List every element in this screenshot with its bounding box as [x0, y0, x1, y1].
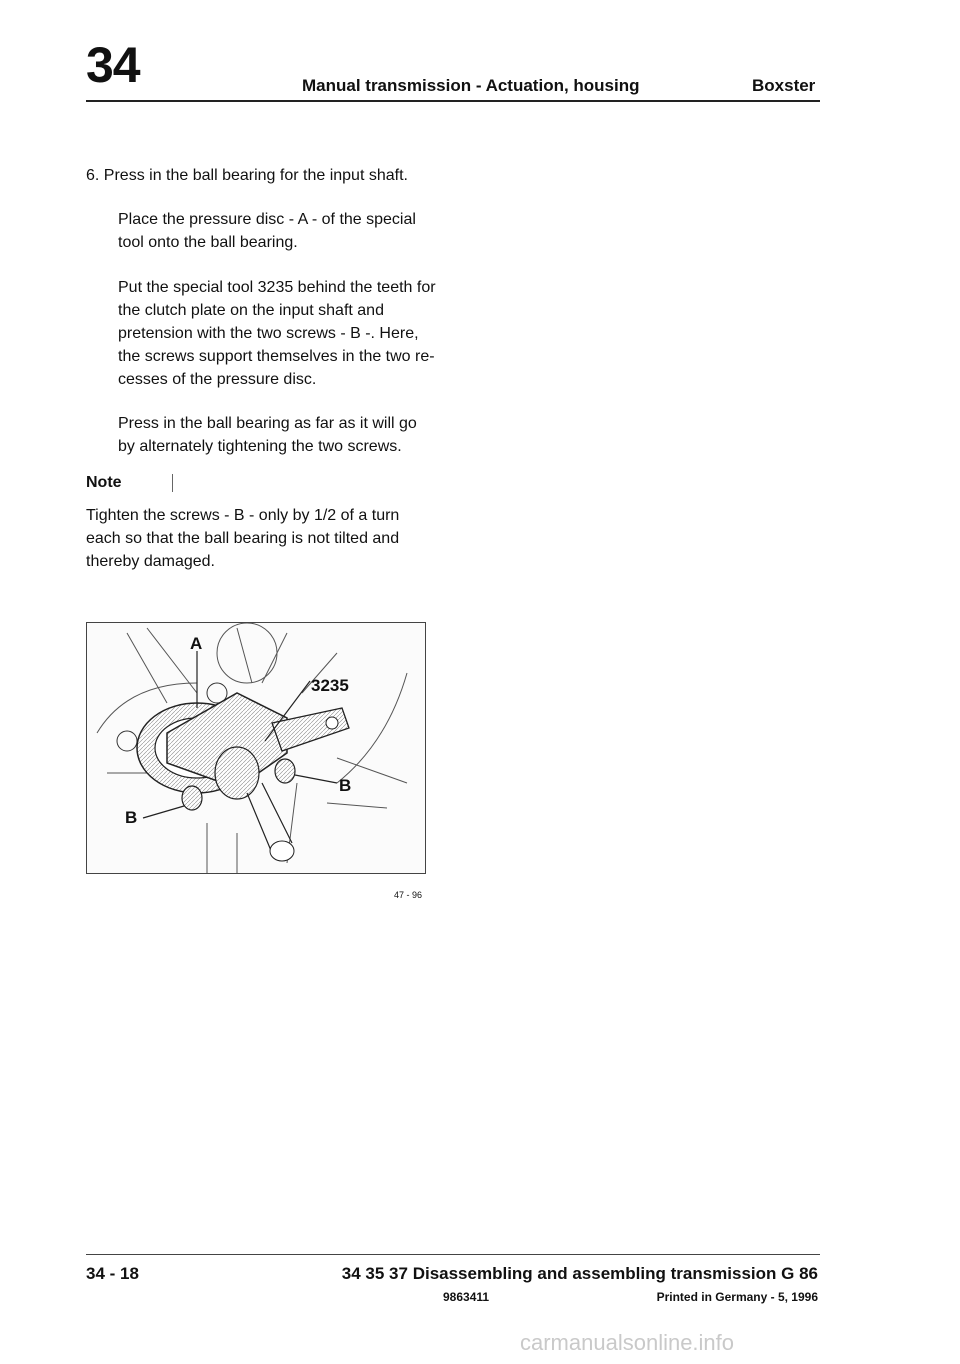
instruction-paragraph: Put the special tool 3235 behind the teeth for the clutch plate on the input shaft and pretension with the two screws - B -. Here, the screws support themselves in the two re- cesses of the pressure disc. — [118, 279, 436, 388]
part-number: 9863411 — [443, 1290, 490, 1304]
page-header-model: Boxster — [752, 76, 816, 95]
label-a: A — [190, 634, 203, 653]
instruction-paragraph: Press in the ball bearing as far as it will go by alternately tightening the two screws. — [118, 415, 417, 455]
figure-number: 47 - 96 — [394, 890, 423, 900]
page-number: 34 - 18 — [86, 1264, 139, 1283]
footer-divider — [86, 1254, 820, 1255]
instruction-paragraph: Place the pressure disc - A - of the special tool onto the ball bearing. — [118, 211, 416, 251]
note-divider — [172, 474, 173, 492]
footer-section-title: 34 35 37 Disassembling and assembling transmission G 86 — [341, 1264, 818, 1283]
note-text: Tighten the screws - B - only by 1/2 of a turn each so that the ball bearing is not tilted and thereby damaged. — [86, 507, 400, 570]
header-divider — [86, 100, 820, 102]
watermark: carmanualsonline.info — [520, 1330, 735, 1355]
label-tool-3235: 3235 — [311, 676, 349, 695]
chapter-number: 34 — [86, 37, 140, 93]
step-6-heading: 6. Press in the ball bearing for the input shaft. — [86, 167, 408, 184]
technical-illustration — [86, 622, 426, 874]
bearing-press-drawing — [87, 623, 426, 874]
page-header-title: Manual transmission - Actuation, housing — [302, 76, 640, 95]
label-b-left: B — [125, 808, 138, 827]
label-b-right: B — [339, 776, 352, 795]
note-label: Note — [86, 474, 122, 491]
print-info: Printed in Germany - 5, 1996 — [656, 1290, 818, 1304]
